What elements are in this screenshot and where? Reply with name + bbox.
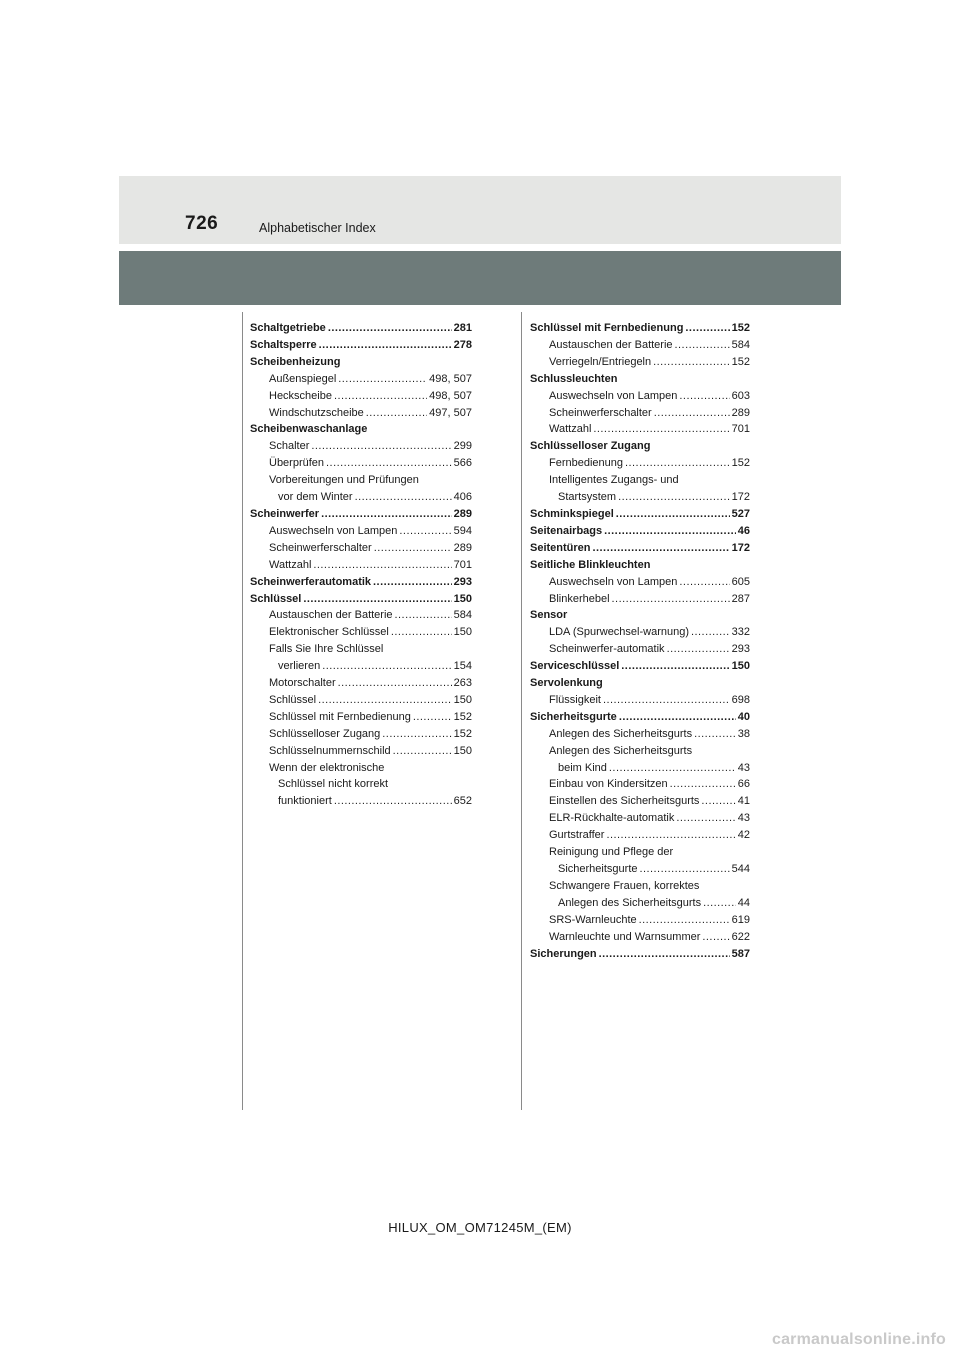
index-entry	[530, 861, 750, 878]
page-reference: 42	[737, 829, 750, 842]
index-entry	[530, 371, 750, 388]
index-term: Seitentüren	[530, 541, 591, 554]
page-reference: 172	[731, 541, 750, 554]
index-term: Schwangere Frauen, korrektes	[549, 879, 700, 892]
page-reference: 278	[453, 338, 472, 351]
index-entry	[530, 506, 750, 523]
index-term: Schlüssel nicht korrekt	[278, 778, 389, 791]
page-reference: 152	[731, 322, 750, 334]
index-term: Heckscheibe	[269, 389, 332, 402]
dot-leader	[311, 438, 451, 455]
page-reference: 152	[453, 710, 472, 723]
dot-leader	[676, 810, 735, 827]
index-entry	[250, 523, 472, 540]
page-reference: 544	[731, 863, 750, 875]
dot-leader	[679, 574, 729, 591]
dot-leader	[694, 726, 736, 743]
column-rule-right	[521, 312, 522, 1110]
index-entry	[250, 455, 472, 472]
dot-leader	[679, 388, 729, 405]
index-entry	[250, 337, 472, 354]
index-column-right	[530, 320, 750, 962]
dot-leader	[703, 895, 736, 912]
index-entry	[530, 540, 750, 557]
page-reference: 587	[731, 947, 750, 960]
dot-leader	[338, 675, 452, 692]
dot-leader	[393, 743, 452, 760]
page-reference: 150	[453, 744, 472, 757]
dot-leader	[604, 523, 736, 540]
index-term: Überprüfen	[269, 457, 325, 470]
index-entry	[250, 624, 472, 641]
dot-leader	[653, 354, 730, 371]
page-reference: 566	[453, 457, 472, 470]
index-term: Blinkerhebel	[549, 592, 610, 605]
dot-leader	[313, 557, 451, 574]
page-reference: 332	[731, 626, 750, 639]
dot-leader	[334, 388, 427, 405]
dot-leader	[338, 371, 427, 388]
index-entry	[250, 421, 472, 438]
index-entry	[250, 405, 472, 422]
index-term: Scheinwerferautomatik	[250, 575, 372, 588]
dot-leader	[685, 320, 729, 337]
page-reference: 605	[731, 575, 750, 588]
dot-leader	[319, 337, 452, 354]
dot-leader	[399, 523, 451, 540]
dot-leader	[675, 337, 730, 354]
dot-leader	[603, 692, 730, 709]
index-term: Intelligentes Zugangs- und	[549, 474, 679, 487]
index-entry	[530, 658, 750, 675]
index-entry	[530, 675, 750, 692]
index-entry	[530, 591, 750, 608]
index-entry	[530, 929, 750, 946]
page-reference: 497, 507	[429, 406, 472, 419]
index-term: Scheibenheizung	[250, 355, 341, 368]
index-term: Schalter	[269, 440, 310, 453]
index-term: Verriegeln/Entriegeln	[549, 355, 652, 368]
dot-leader	[355, 489, 452, 506]
index-term: Scheinwerfer-automatik	[549, 643, 665, 656]
page-reference: 152	[731, 355, 750, 368]
page-reference: 150	[453, 693, 472, 706]
dot-leader	[373, 574, 452, 591]
page-reference: 172	[731, 491, 750, 504]
dot-leader	[326, 455, 452, 472]
page-reference: 152	[453, 727, 472, 740]
index-term: Schlüssel	[269, 693, 317, 706]
dot-leader	[701, 793, 735, 810]
index-term: Windschutzscheibe	[269, 406, 364, 419]
index-term: funktioniert	[278, 795, 332, 808]
dot-leader	[621, 658, 729, 675]
index-entry	[530, 726, 750, 743]
page-reference: 652	[453, 795, 472, 808]
page-reference: 527	[731, 507, 750, 520]
column-rule-left	[242, 312, 243, 1110]
index-entry	[530, 776, 750, 793]
index-entry	[530, 354, 750, 371]
index-entry	[530, 337, 750, 354]
page-reference: 701	[453, 558, 472, 571]
dot-leader	[640, 861, 730, 878]
index-entry	[250, 658, 472, 675]
page-reference: 38	[737, 727, 750, 740]
index-term: Wenn der elektronische	[269, 761, 385, 774]
index-term: Scheinwerferschalter	[269, 541, 372, 554]
dot-leader	[322, 658, 451, 675]
index-term: Austauschen der Batterie	[549, 338, 673, 351]
index-entry	[250, 371, 472, 388]
page-reference: 622	[731, 930, 750, 943]
page-reference: 594	[453, 524, 472, 537]
page-reference: 698	[731, 693, 750, 706]
watermark: carmanualsonline.info	[771, 1331, 946, 1348]
index-term: Wattzahl	[269, 558, 312, 571]
index-entry	[530, 895, 750, 912]
index-term: Motorschalter	[269, 677, 336, 690]
page-reference: 40	[737, 710, 750, 723]
index-entry	[530, 844, 750, 861]
page-number: 726	[185, 213, 219, 234]
index-term: Sicherheitsgurte	[558, 863, 638, 875]
index-term: Schlüssel mit Fernbedienung	[269, 710, 411, 723]
header-divider-band	[119, 251, 841, 305]
page-reference: 406	[453, 491, 472, 504]
dot-leader	[413, 709, 452, 726]
index-column-left	[250, 320, 472, 810]
page-reference: 263	[453, 677, 472, 690]
page-reference: 293	[731, 643, 750, 656]
index-term: Scheinwerferschalter	[549, 406, 652, 419]
index-entry	[250, 472, 472, 489]
index-entry	[250, 557, 472, 574]
index-entry	[530, 793, 750, 810]
index-term: Flüssigkeit	[549, 693, 601, 706]
index-term: Vorbereitungen und Prüfungen	[269, 474, 419, 487]
dot-leader	[612, 591, 730, 608]
page-reference: 619	[731, 913, 750, 926]
index-term: Reinigung und Pflege der	[549, 846, 674, 859]
index-entry	[250, 776, 472, 793]
index-term: Auswechseln von Lampen	[549, 575, 678, 588]
page-reference: 66	[737, 778, 750, 791]
index-entry	[530, 709, 750, 726]
index-term: Sicherheitsgurte	[530, 710, 617, 723]
page-reference: 584	[453, 609, 472, 622]
page-reference: 154	[453, 660, 472, 673]
dot-leader	[606, 827, 735, 844]
dot-leader	[303, 591, 451, 608]
index-entry	[530, 489, 750, 506]
index-entry	[530, 557, 750, 574]
page-reference: 150	[453, 626, 472, 639]
index-entry	[250, 692, 472, 709]
dot-leader	[318, 692, 452, 709]
dot-leader	[639, 912, 730, 929]
dot-leader	[593, 540, 730, 557]
index-term: Sicherungen	[530, 947, 597, 960]
section-title: Alphabetischer Index	[259, 221, 376, 235]
page-header	[119, 176, 841, 244]
index-term: Schlussleuchten	[530, 372, 618, 385]
index-term: Elektronischer Schlüssel	[269, 626, 389, 639]
index-term: ELR-Rückhalte-automatik	[549, 812, 675, 825]
index-term: Schlüssel mit Fernbedienung	[530, 322, 684, 334]
index-term: Wattzahl	[549, 423, 592, 436]
index-entry	[250, 388, 472, 405]
index-term: Serviceschlüssel	[530, 660, 620, 673]
index-entry	[250, 675, 472, 692]
index-term: Seitliche Blinkleuchten	[530, 558, 651, 571]
page-reference: 289	[731, 406, 750, 419]
index-entry	[530, 405, 750, 422]
index-term: Gurtstraffer	[549, 829, 605, 842]
dot-leader	[599, 946, 730, 963]
index-entry	[530, 760, 750, 777]
index-term: vor dem Winter	[278, 491, 353, 504]
page-reference: 150	[731, 660, 750, 673]
index-term: Startsystem	[558, 491, 617, 504]
index-term: Scheinwerfer	[250, 507, 320, 520]
page-reference: 293	[453, 575, 472, 588]
index-term: LDA (Spurwechsel-warnung)	[549, 626, 690, 639]
dot-leader	[593, 421, 729, 438]
index-entry	[530, 827, 750, 844]
index-entry	[530, 912, 750, 929]
dot-leader	[391, 624, 452, 641]
index-term: Schminkspiegel	[530, 507, 614, 520]
page-reference: 603	[731, 389, 750, 402]
index-entry	[250, 489, 472, 506]
index-term: Schaltgetriebe	[250, 322, 326, 334]
index-entry	[250, 438, 472, 455]
index-entry	[250, 743, 472, 760]
page-reference: 287	[731, 592, 750, 605]
index-entry	[530, 641, 750, 658]
index-entry	[250, 641, 472, 658]
page-reference: 43	[737, 761, 750, 774]
index-term: Servolenkung	[530, 677, 603, 690]
index-entry	[250, 540, 472, 557]
index-term: beim Kind	[558, 761, 607, 774]
index-term: Anlegen des Sicherheitsgurts	[558, 896, 702, 909]
dot-leader	[654, 405, 730, 422]
index-term: Einbau von Kindersitzen	[549, 778, 668, 791]
page-reference: 584	[731, 338, 750, 351]
index-term: Schlüsselloser Zugang	[269, 727, 381, 740]
index-entry	[250, 574, 472, 591]
index-entry	[530, 946, 750, 963]
document-code: HILUX_OM_OM71245M_(EM)	[388, 1220, 572, 1235]
page-reference: 289	[453, 507, 472, 520]
dot-leader	[374, 540, 452, 557]
index-term: Sensor	[530, 609, 568, 622]
dot-leader	[609, 760, 736, 777]
index-entry	[530, 810, 750, 827]
index-entry	[250, 506, 472, 523]
page-reference: 289	[453, 541, 472, 554]
page-reference: 44	[737, 896, 750, 909]
dot-leader	[382, 726, 451, 743]
index-entry	[530, 388, 750, 405]
index-term: Auswechseln von Lampen	[269, 524, 398, 537]
index-term: Scheibenwaschanlage	[250, 423, 368, 436]
index-term: Auswechseln von Lampen	[549, 389, 678, 402]
index-term: Warnleuchte und Warnsummer	[549, 930, 701, 943]
page-reference: 43	[737, 812, 750, 825]
index-entry	[250, 354, 472, 371]
index-term: Außenspiegel	[269, 372, 337, 385]
page-reference: 150	[453, 592, 472, 605]
index-entry	[530, 574, 750, 591]
index-term: Seitenairbags	[530, 524, 603, 537]
index-entry	[250, 726, 472, 743]
dot-leader	[328, 320, 452, 337]
dot-leader	[616, 506, 730, 523]
page-reference: 701	[731, 423, 750, 436]
dot-leader	[670, 776, 736, 793]
index-term: Anlegen des Sicherheitsgurts	[549, 744, 693, 757]
index-term: Schaltsperre	[250, 338, 317, 351]
index-term: Schlüssel	[250, 592, 302, 605]
page-reference: 41	[737, 795, 750, 808]
dot-leader	[667, 641, 730, 658]
page-reference: 498, 507	[429, 372, 472, 385]
index-entry	[250, 320, 472, 337]
index-term: Anlegen des Sicherheitsgurts	[549, 727, 693, 740]
index-term: Schlüsselloser Zugang	[530, 440, 651, 453]
index-entry	[530, 743, 750, 760]
dot-leader	[334, 793, 452, 810]
index-term: verlieren	[278, 660, 321, 673]
index-term: Schlüsselnummernschild	[269, 744, 391, 757]
index-term: Falls Sie Ihre Schlüssel	[269, 643, 384, 656]
page-reference: 498, 507	[429, 389, 472, 402]
index-entry	[530, 878, 750, 895]
index-entry	[250, 793, 472, 810]
index-entry	[250, 591, 472, 608]
dot-leader	[619, 709, 736, 726]
index-entry	[530, 438, 750, 455]
index-entry	[250, 607, 472, 624]
dot-leader	[625, 455, 730, 472]
page-reference: 152	[731, 457, 750, 470]
index-entry	[530, 692, 750, 709]
index-entry	[530, 523, 750, 540]
index-entry	[530, 472, 750, 489]
dot-leader	[366, 405, 427, 422]
dot-leader	[702, 929, 729, 946]
index-entry	[530, 607, 750, 624]
index-entry	[530, 455, 750, 472]
index-entry	[530, 624, 750, 641]
index-entry	[530, 320, 750, 337]
dot-leader	[321, 506, 452, 523]
dot-leader	[395, 607, 452, 624]
dot-leader	[691, 624, 730, 641]
index-term: SRS-Warnleuchte	[549, 913, 637, 926]
page-reference: 281	[453, 322, 472, 334]
index-term: Einstellen des Sicherheitsgurts	[549, 795, 700, 808]
index-term: Austauschen der Batterie	[269, 609, 393, 622]
index-term: Fernbedienung	[549, 457, 624, 470]
index-entry	[530, 421, 750, 438]
page-reference: 46	[737, 524, 750, 537]
index-entry	[250, 709, 472, 726]
page-reference: 299	[453, 440, 472, 453]
index-entry	[250, 760, 472, 777]
dot-leader	[618, 489, 730, 506]
